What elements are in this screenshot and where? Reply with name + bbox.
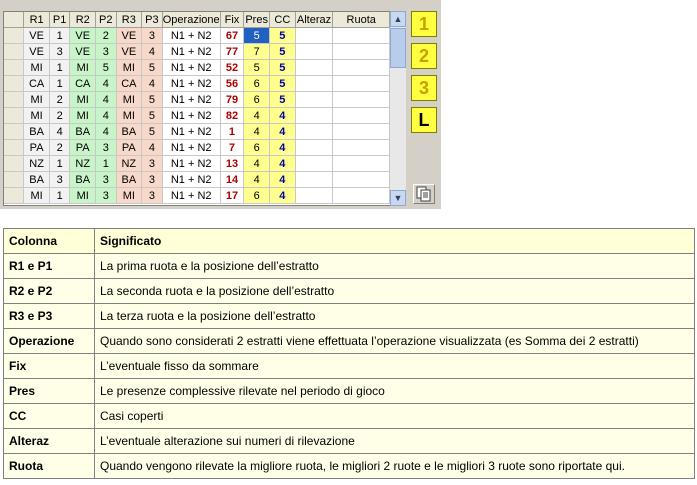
button-3[interactable]: 3	[411, 75, 437, 101]
button-2[interactable]: 2	[411, 43, 437, 69]
legend-row	[4, 254, 695, 279]
table-cell[interactable]: 4	[244, 124, 270, 140]
col-header-r2[interactable]: R2	[70, 12, 95, 28]
table-cell[interactable]: PA	[116, 140, 141, 156]
table-cell[interactable]	[295, 172, 333, 188]
table-cell[interactable]: 82	[220, 108, 244, 124]
legend-desc: La prima ruota e la posizione dell’estratto	[95, 254, 695, 279]
table-cell[interactable]	[333, 60, 390, 76]
row-selector[interactable]	[4, 76, 24, 92]
legend-desc: L’eventuale fisso da sommare	[95, 354, 695, 379]
table-cell[interactable]	[333, 108, 390, 124]
results-panel	[0, 0, 441, 209]
table-cell[interactable]	[295, 188, 333, 204]
col-header-operazione[interactable]: Operazione	[162, 13, 220, 26]
table-cell[interactable]: 2	[49, 92, 70, 108]
table-cell[interactable]: MI	[24, 108, 49, 124]
table-cell[interactable]	[295, 28, 333, 44]
row-selector[interactable]	[4, 156, 24, 172]
table-cell[interactable]: VE	[24, 28, 49, 44]
legend-key: Operazione	[4, 329, 95, 354]
table-row[interactable]	[4, 92, 390, 108]
table-cell[interactable]: BA	[24, 124, 49, 140]
table-cell[interactable]	[295, 140, 333, 156]
col-header-r1[interactable]: R1	[24, 12, 49, 28]
table-cell[interactable]: 5	[142, 92, 163, 108]
table-cell[interactable]: MI	[24, 92, 49, 108]
table-cell[interactable]: 56	[220, 76, 244, 92]
legend-key: R3 e P3	[4, 304, 95, 329]
table-cell[interactable]: N1 + N2	[162, 172, 220, 188]
table-cell[interactable]: 4	[244, 156, 270, 172]
table-cell[interactable]: 67	[220, 28, 244, 44]
col-header-ruota[interactable]: Ruota	[333, 12, 390, 28]
table-cell[interactable]: 4	[244, 108, 270, 124]
table-cell[interactable]: PA	[24, 140, 49, 156]
table-cell[interactable]: 52	[220, 60, 244, 76]
table-cell[interactable]: MI	[70, 188, 95, 204]
table-cell[interactable]: 3	[142, 188, 163, 204]
table-cell[interactable]: 3	[49, 44, 70, 60]
table-cell[interactable]	[295, 124, 333, 140]
table-cell[interactable]	[295, 156, 333, 172]
table-cell[interactable]: 5	[270, 76, 296, 92]
legend-row	[4, 304, 695, 329]
legend-key: R2 e P2	[4, 279, 95, 304]
table-cell[interactable]: 1	[49, 28, 70, 44]
table-cell[interactable]: CA	[116, 76, 141, 92]
table-cell[interactable]: 3	[95, 188, 116, 204]
row-selector[interactable]	[4, 124, 24, 140]
table-cell[interactable]: 4	[270, 140, 296, 156]
table-cell[interactable]: 17	[220, 188, 244, 204]
table-row[interactable]	[4, 188, 390, 204]
table-cell[interactable]: MI	[24, 188, 49, 204]
table-row[interactable]	[4, 108, 390, 124]
legend-header-key: Colonna	[4, 229, 95, 254]
col-header-p3[interactable]: P3	[142, 12, 163, 28]
table-cell[interactable]: 4	[270, 172, 296, 188]
table-cell[interactable]: VE	[24, 44, 49, 60]
table-cell[interactable]: 1	[49, 76, 70, 92]
legend-row	[4, 404, 695, 429]
table-cell[interactable]: N1 + N2	[162, 60, 220, 76]
table-cell[interactable]: N1 + N2	[162, 124, 220, 140]
row-selector[interactable]	[4, 140, 24, 156]
row-selector[interactable]	[4, 60, 24, 76]
table-cell[interactable]: 4	[270, 188, 296, 204]
table-cell[interactable]	[333, 188, 390, 204]
table-cell[interactable]: 4	[142, 140, 163, 156]
table-cell[interactable]	[333, 172, 390, 188]
table-cell[interactable]: 3	[49, 172, 70, 188]
table-cell[interactable]: MI	[70, 108, 95, 124]
table-cell[interactable]: 2	[95, 28, 116, 44]
table-cell[interactable]: MI	[116, 188, 141, 204]
table-cell[interactable]: MI	[116, 60, 141, 76]
table-cell[interactable]: MI	[70, 60, 95, 76]
results-grid	[3, 11, 391, 206]
table-row[interactable]	[4, 140, 390, 156]
table-cell[interactable]: MI	[24, 60, 49, 76]
grid-scrollbar[interactable]	[390, 11, 406, 206]
row-selector[interactable]	[4, 44, 24, 60]
table-cell[interactable]: 6	[244, 92, 270, 108]
table-cell[interactable]: 5	[270, 28, 296, 44]
table-cell[interactable]	[333, 92, 390, 108]
legend-table	[3, 228, 695, 479]
legend-key: Fix	[4, 354, 95, 379]
table-cell[interactable]: 6	[244, 76, 270, 92]
table-cell[interactable]: 79	[220, 92, 244, 108]
table-cell[interactable]: 6	[244, 188, 270, 204]
table-cell[interactable]: N1 + N2	[162, 44, 220, 60]
table-cell[interactable]: 4	[270, 108, 296, 124]
table-cell[interactable]: 4	[270, 124, 296, 140]
col-header-cc[interactable]: CC	[270, 12, 296, 28]
table-cell[interactable]: N1 + N2	[162, 76, 220, 92]
table-cell[interactable]: MI	[116, 92, 141, 108]
table-cell[interactable]: 3	[95, 172, 116, 188]
legend-row	[4, 379, 695, 404]
table-cell[interactable]: BA	[24, 172, 49, 188]
col-header-alteraz[interactable]: Alteraz	[296, 13, 332, 26]
row-selector[interactable]	[4, 28, 24, 44]
scroll-down-arrow-icon[interactable]: ▼	[390, 190, 406, 206]
table-cell[interactable]: NZ	[24, 156, 49, 172]
grid-header-row	[4, 12, 390, 28]
table-cell[interactable]: 4	[142, 44, 163, 60]
table-cell[interactable]: 1	[49, 156, 70, 172]
table-cell[interactable]: 77	[220, 44, 244, 60]
table-row[interactable]	[4, 60, 390, 76]
table-cell[interactable]: VE	[116, 44, 141, 60]
legend-key: CC	[4, 404, 95, 429]
table-cell[interactable]	[333, 156, 390, 172]
table-cell[interactable]: 14	[220, 172, 244, 188]
table-cell[interactable]: CA	[70, 76, 95, 92]
table-cell[interactable]: 3	[142, 28, 163, 44]
table-cell[interactable]: 5	[142, 108, 163, 124]
legend-desc: La seconda ruota e la posizione dell’estratto	[95, 279, 695, 304]
table-cell[interactable]: 3	[95, 140, 116, 156]
row-selector-header	[4, 12, 24, 28]
table-cell[interactable]: VE	[70, 44, 95, 60]
copy-button[interactable]	[413, 184, 435, 204]
legend-desc: Quando vengono rilevate la migliore ruota, le migliori 2 ruote e le migliori 3 ruote sono riportate qui.	[95, 454, 695, 479]
legend-key: Ruota	[4, 454, 95, 479]
table-cell[interactable]: 4	[142, 76, 163, 92]
legend-key: Alteraz	[4, 429, 95, 454]
table-cell[interactable]: 7	[244, 44, 270, 60]
legend-row	[4, 329, 695, 354]
row-selector[interactable]	[4, 108, 24, 124]
table-cell[interactable]: 4	[95, 92, 116, 108]
table-cell[interactable]: BA	[116, 124, 141, 140]
row-selector[interactable]	[4, 172, 24, 188]
table-cell[interactable]: PA	[70, 140, 95, 156]
scrollbar-thumb[interactable]	[390, 28, 406, 68]
table-cell[interactable]: 4	[270, 156, 296, 172]
table-row[interactable]	[4, 124, 390, 140]
table-cell[interactable]: 5	[142, 124, 163, 140]
button-1[interactable]: 1	[411, 11, 437, 37]
table-cell[interactable]	[295, 44, 333, 60]
table-row[interactable]	[4, 28, 390, 44]
table-cell[interactable]: NZ	[70, 156, 95, 172]
legend-row	[4, 454, 695, 479]
legend-row	[4, 279, 695, 304]
table-cell[interactable]: 4	[95, 108, 116, 124]
copy-icon	[414, 185, 434, 203]
table-cell[interactable]: NZ	[116, 156, 141, 172]
table-cell[interactable]: 4	[95, 76, 116, 92]
row-selector[interactable]	[4, 188, 24, 204]
table-cell[interactable]: 3	[95, 44, 116, 60]
table-cell[interactable]: MI	[70, 92, 95, 108]
table-cell[interactable]	[333, 28, 390, 44]
table-cell[interactable]: 4	[244, 172, 270, 188]
table-cell[interactable]: 1	[49, 60, 70, 76]
table-cell[interactable]: 7	[220, 140, 244, 156]
table-cell[interactable]: N1 + N2	[162, 188, 220, 204]
legend-key: R1 e P1	[4, 254, 95, 279]
table-cell[interactable]: 5	[244, 28, 270, 44]
col-header-p1[interactable]: P1	[49, 12, 70, 28]
table-cell[interactable]	[295, 60, 333, 76]
table-cell[interactable]: BA	[116, 172, 141, 188]
table-cell[interactable]: 5	[270, 60, 296, 76]
table-cell[interactable]: 3	[142, 156, 163, 172]
legend-desc: L’eventuale alterazione sui numeri di rilevazione	[95, 429, 695, 454]
results-table	[4, 12, 390, 204]
table-cell[interactable]: VE	[70, 28, 95, 44]
legend-key: Pres	[4, 379, 95, 404]
table-cell[interactable]: N1 + N2	[162, 140, 220, 156]
table-cell[interactable]: MI	[116, 108, 141, 124]
table-cell[interactable]: N1 + N2	[162, 156, 220, 172]
table-cell[interactable]	[295, 92, 333, 108]
table-cell[interactable]: 4	[95, 124, 116, 140]
table-cell[interactable]: N1 + N2	[162, 92, 220, 108]
table-row[interactable]	[4, 172, 390, 188]
table-cell[interactable]: 5	[270, 92, 296, 108]
table-cell[interactable]: VE	[116, 28, 141, 44]
legend-desc: La terza ruota e la posizione dell’estratto	[95, 304, 695, 329]
col-header-p2[interactable]: P2	[95, 12, 116, 28]
legend-desc: Quando sono considerati 2 estratti viene effettuata l’operazione visualizzata (es Somma dei 2 estratti)	[95, 329, 695, 354]
col-header-fix[interactable]: Fix	[220, 12, 244, 28]
row-selector[interactable]	[4, 92, 24, 108]
table-cell[interactable]: 5	[142, 60, 163, 76]
table-cell[interactable]	[333, 140, 390, 156]
table-cell[interactable]	[333, 44, 390, 60]
table-cell[interactable]: 6	[244, 140, 270, 156]
table-row[interactable]	[4, 156, 390, 172]
table-cell[interactable]: 5	[95, 60, 116, 76]
col-header-r3[interactable]: R3	[116, 12, 141, 28]
table-cell[interactable]	[333, 124, 390, 140]
table-cell[interactable]: 4	[49, 124, 70, 140]
table-row[interactable]	[4, 76, 390, 92]
table-cell[interactable]	[333, 76, 390, 92]
table-cell[interactable]: N1 + N2	[162, 108, 220, 124]
table-cell[interactable]	[295, 76, 333, 92]
table-cell[interactable]: 2	[49, 140, 70, 156]
table-row[interactable]	[4, 44, 390, 60]
legend-header-row	[4, 229, 695, 254]
table-cell[interactable]: 1	[220, 124, 244, 140]
table-cell[interactable]: N1 + N2	[162, 28, 220, 44]
button-l[interactable]: L	[411, 107, 437, 133]
table-cell[interactable]: 5	[270, 44, 296, 60]
legend-row	[4, 354, 695, 379]
table-cell[interactable]: 3	[142, 172, 163, 188]
scroll-up-arrow-icon[interactable]: ▲	[390, 11, 406, 27]
col-header-pres[interactable]: Pres	[245, 13, 268, 26]
table-cell[interactable]	[295, 108, 333, 124]
table-cell[interactable]: BA	[70, 124, 95, 140]
table-cell[interactable]: BA	[70, 172, 95, 188]
legend-desc: Casi coperti	[95, 404, 695, 429]
table-cell[interactable]: CA	[24, 76, 49, 92]
legend-row	[4, 429, 695, 454]
table-cell[interactable]: 2	[49, 108, 70, 124]
table-cell[interactable]: 1	[95, 156, 116, 172]
table-cell[interactable]: 13	[220, 156, 244, 172]
legend-header-desc: Significato	[95, 229, 695, 254]
table-cell[interactable]: 1	[49, 188, 70, 204]
legend-desc: Le presenze complessive rilevate nel periodo di gioco	[95, 379, 695, 404]
table-cell[interactable]: 5	[244, 60, 270, 76]
